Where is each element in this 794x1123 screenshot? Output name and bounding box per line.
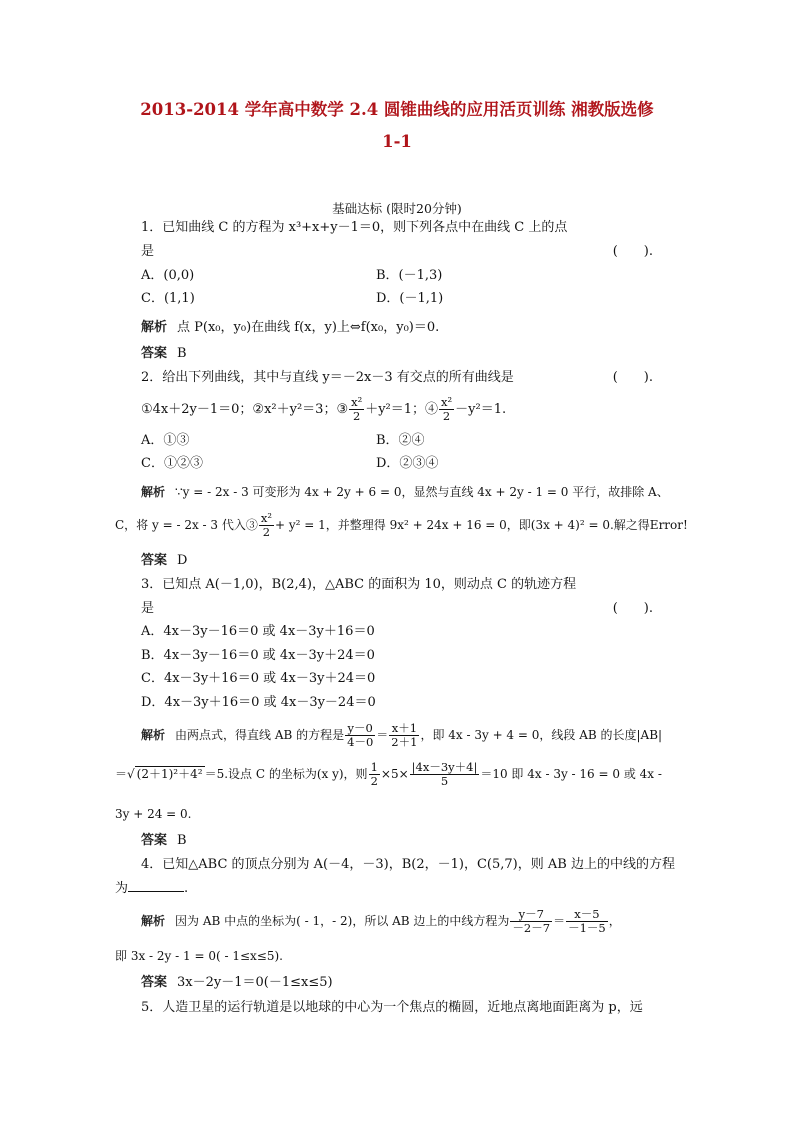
numerator: y－7	[510, 908, 552, 922]
q2-answer-bracket: ( ).	[612, 370, 653, 385]
answer-label: 答案	[141, 833, 168, 848]
q3-answer	[141, 833, 187, 849]
q2-analysis-text: ∵y = - 2x - 3 可变形为 4x + 2y + 6 = 0，显然与直线 4x + 2y - 1 = 0 平行，故排除 A、	[175, 485, 669, 499]
fraction-x2-over-2	[439, 396, 454, 423]
q2-curves-part2: ＋y²＝1；④	[365, 402, 439, 417]
denominator: 5	[440, 774, 449, 788]
fraction-distance	[410, 761, 480, 788]
denominator: 2	[352, 409, 361, 423]
q3-analysis-end: 3y + 24 = 0.	[115, 807, 192, 821]
equals-sign: ＝	[376, 728, 389, 742]
q1-answer	[141, 346, 187, 362]
q3-analysis	[141, 718, 662, 752]
analysis-label: 解析	[141, 320, 168, 335]
q2-stem: 2．给出下列曲线，其中与直线 y＝－2x－3 有交点的所有曲线是	[141, 370, 514, 385]
denominator: 2	[370, 774, 378, 788]
numerator: x＋1	[389, 722, 419, 736]
denominator: 2	[442, 409, 451, 423]
fraction	[566, 908, 608, 935]
q3-analysis-part3: ＝	[115, 767, 128, 781]
q4-analysis-part1: 因为 AB 中点的坐标为( - 1，- 2)，所以 AB 边上的中线方程为	[175, 914, 510, 928]
q1-stem-cont: 是	[141, 244, 155, 259]
q1-option-a: A．(0,0)	[141, 268, 195, 283]
numerator: x²	[260, 511, 272, 525]
q2-analysis-part1: C，将 y = - 2x - 3 代入③	[115, 518, 258, 532]
q4-analysis-cont: 即 3x - 2y - 1 = 0( - 1≤x≤5).	[115, 949, 283, 963]
q3-answer-value: B	[177, 833, 187, 848]
q2-curves-part3: －y²＝1.	[455, 402, 507, 417]
q4-answer	[141, 975, 333, 991]
q3-answer-bracket: ( ).	[612, 601, 653, 616]
q3-option-c: C．4x－3y＋16＝0 或 4x－3y＋24＝0	[141, 671, 376, 686]
q3-analysis-part4: ＝5.设点 C 的坐标为(x y)，则	[204, 767, 368, 781]
fraction-one-half	[369, 761, 380, 788]
numerator: y－0	[345, 722, 375, 736]
q3-option-b: B．4x－3y－16＝0 或 4x－3y＋24＝0	[141, 648, 375, 663]
q3-analysis-part2: ，即 4x - 3y + 4 = 0，线段 AB 的长度|AB|	[420, 728, 663, 742]
sqrt-radicand: (2＋1)²＋4²	[136, 767, 203, 781]
denominator: 4－0	[347, 735, 374, 749]
q1-option-b: B．(－1,3)	[376, 268, 443, 283]
q1-option-d: D．(－1,1)	[376, 291, 444, 306]
q1-option-c: C．(1,1)	[141, 291, 195, 306]
q3-analysis-part5: ＝10 即 4x - 3y - 16 = 0 或 4x -	[480, 767, 662, 781]
q5-stem: 5．人造卫星的运行轨道是以地球的中心为一个焦点的椭圆，近地点离地面距离为 p，远	[141, 1000, 643, 1015]
answer-label: 答案	[141, 553, 168, 568]
q2-analysis-cont	[115, 508, 688, 542]
q2-curves	[141, 393, 506, 427]
denominator: －1－5	[568, 921, 606, 935]
numerator: x²	[441, 395, 453, 409]
q4-analysis	[141, 904, 621, 938]
answer-label: 答案	[141, 346, 168, 361]
q3-stem: 3．已知点 A(－1,0)，B(2,4)，△ABC 的面积为 10，则动点 C 的轨迹方程	[141, 577, 577, 592]
q2-curves-part1: ①4x＋2y－1＝0；②x²＋y²＝3；③	[141, 402, 349, 417]
section-heading: 基础达标 (限时20分钟)	[332, 201, 462, 216]
q2-option-d: D．②③④	[376, 456, 439, 471]
analysis-label: 解析	[141, 728, 166, 742]
multiply-five: ×5×	[380, 767, 409, 781]
q2-analysis-part2: + y² = 1，并整理得 9x² + 24x + 16 = 0，即(3x + 4)² = 0.解之得Error!	[274, 518, 688, 532]
analysis-label: 解析	[141, 914, 166, 928]
q2-answer	[141, 553, 187, 569]
q2-option-c: C．①②③	[141, 456, 203, 471]
q1-answer-bracket: ( ).	[612, 244, 653, 259]
q4-stem-cont	[115, 881, 188, 897]
q1-analysis-text: 点 P(x₀，y₀)在曲线 f(x，y)上⇔f(x₀，y₀)＝0.	[177, 320, 440, 335]
fraction	[389, 722, 419, 749]
q4-stem: 4．已知△ABC 的顶点分别为 A(－4，－3)，B(2，－1)，C(5,7)，则 AB 边上的中线的方程	[141, 857, 675, 872]
fraction-x2-over-2	[349, 396, 364, 423]
q2-analysis	[141, 484, 669, 500]
denominator: 2＋1	[391, 735, 418, 749]
numerator: x－5	[566, 908, 608, 922]
fraction	[345, 722, 375, 749]
q2-answer-value: D	[177, 553, 188, 568]
q3-stem-cont: 是	[141, 601, 155, 616]
sqrt-expression: √ (2＋1)²＋4²	[127, 767, 203, 781]
fraction	[510, 908, 552, 935]
document-title-line2: 1-1	[382, 132, 412, 151]
q1-stem: 1．已知曲线 C 的方程为 x³+x+y－1＝0，则下列各点中在曲线 C 上的点	[141, 220, 568, 235]
analysis-label: 解析	[141, 485, 166, 499]
denominator: 2	[262, 525, 271, 539]
answer-blank	[128, 891, 184, 892]
q4-stem-prefix: 为	[115, 881, 129, 896]
q4-analysis-comma: ，	[608, 914, 621, 928]
q1-analysis	[141, 320, 439, 336]
q4-stem-end: .	[184, 881, 189, 896]
q3-option-d: D．4x－3y＋16＝0 或 4x－3y－24＝0	[141, 695, 376, 710]
q2-option-a: A．①③	[141, 433, 190, 448]
numerator: 1	[370, 760, 378, 774]
fraction-x2-over-2	[259, 512, 274, 539]
q1-answer-value: B	[177, 346, 187, 361]
q3-analysis-part1: 由两点式，得直线 AB 的方程是	[175, 728, 345, 742]
answer-label: 答案	[141, 975, 168, 990]
document-title: 2013-2014 学年高中数学 2.4 圆锥曲线的应用活页训练 湘教版选修	[140, 100, 654, 119]
q4-answer-value: 3x－2y－1＝0(－1≤x≤5)	[177, 975, 333, 990]
equals-sign: ＝	[553, 914, 566, 928]
numerator: x²	[351, 395, 363, 409]
q2-option-b: B．②④	[376, 433, 425, 448]
q3-option-a: A．4x－3y－16＝0 或 4x－3y＋16＝0	[141, 624, 375, 639]
numerator: |4x－3y＋4|	[411, 760, 478, 774]
q3-analysis-cont	[115, 757, 662, 791]
denominator: －2－7	[512, 921, 551, 935]
